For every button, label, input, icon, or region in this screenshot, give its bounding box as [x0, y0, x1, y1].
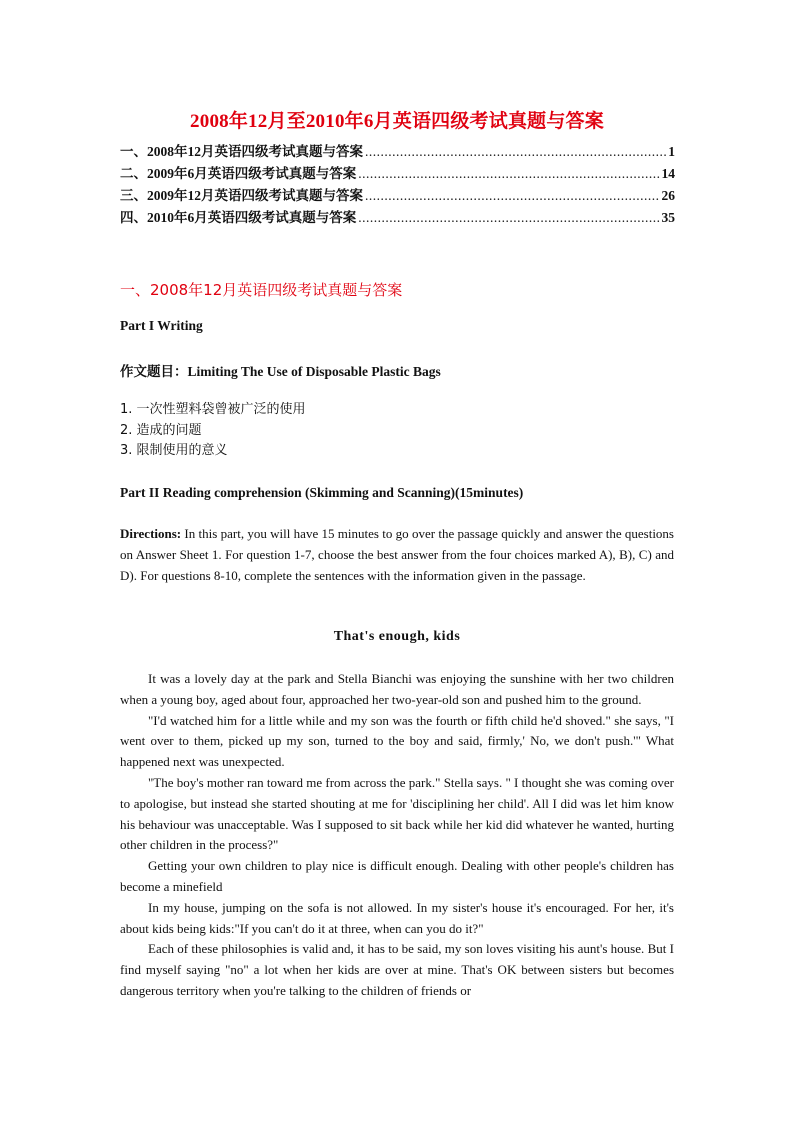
passage-title: That's enough, kids: [333, 629, 461, 644]
passage-paragraph: In my house, jumping on the sofa is not allowed. In my sister's house it's encouraged. For her, it's about kids being kids:"If you can't do it at three, when can you do it?": [120, 899, 674, 936]
directions-label: Directions:: [120, 526, 182, 541]
toc-entry-label: 三、2009年12月英语四级考试真题与答案: [120, 188, 363, 203]
part-two-heading: Part II Reading comprehension (Skimming and Scanning)(15minutes): [120, 485, 524, 500]
toc-entry-page: 14: [661, 166, 675, 181]
table-of-contents: [120, 140, 675, 228]
essay-point: 1. 一次性塑料袋曾被广泛的使用: [120, 402, 306, 417]
toc-entry-label: 二、2009年6月英语四级考试真题与答案: [120, 166, 357, 181]
essay-title: [120, 360, 441, 380]
passage-paragraph: It was a lovely day at the park and Stella Bianchi was enjoying the sunshine with her two children when a young boy, aged about four, approached her two-year-old son and pushed him to the ground.: [120, 671, 674, 707]
passage-paragraph: "The boy's mother ran toward me from across the park." Stella says. " I thought she was coming over to apologise, but instead she started shouting at me for 'disciplining her child'. All I did was let him know his behaviour was unacceptable. Was I supposed to sit back while her kid did whatever he wanted, hurting other children in the process?": [120, 774, 674, 853]
toc-entry-page: 35: [661, 210, 675, 225]
toc-entry-page: 26: [661, 188, 675, 203]
part-one-heading: Part I Writing: [120, 318, 203, 333]
document-title: 2008年12月至2010年6月英语四级考试真题与答案: [190, 111, 604, 132]
essay-title-label: 作文题目：: [120, 364, 188, 379]
directions-text: In this part, you will have 15 minutes to go over the passage quickly and answer the questions on Answer Sheet 1. For question 1-7, choose the best answer from the four choices marked A), B), C) and D). For questions 8-10, complete the sentences with the information given in the passage.: [120, 526, 674, 583]
toc-entry[interactable]: [120, 206, 675, 228]
toc-entry[interactable]: [120, 184, 675, 206]
passage-body: [120, 669, 674, 1002]
essay-title-text: Limiting The Use of Disposable Plastic Bags: [187, 364, 441, 379]
directions-paragraph: [120, 523, 674, 586]
toc-entry[interactable]: [120, 162, 675, 184]
toc-entry-page: 1: [668, 144, 675, 159]
toc-entry[interactable]: [120, 140, 675, 162]
passage-paragraph: "I'd watched him for a little while and my son was the fourth or fifth child he'd shoved." she says, "I went over to them, picked up my son, turned to the boy and said, firmly,' No, we don't push.'" What happened next was unexpected.: [120, 712, 674, 770]
toc-leader-dots: [365, 144, 666, 160]
toc-entry-label: 四、2010年6月英语四级考试真题与答案: [120, 210, 357, 225]
essay-outline: [120, 400, 306, 462]
essay-point: 2. 造成的问题: [120, 422, 202, 438]
section-heading: 一、2008年12月英语四级考试真题与答案: [120, 281, 403, 299]
toc-leader-dots: [358, 166, 659, 182]
toc-entry-label: 一、2008年12月英语四级考试真题与答案: [120, 144, 363, 159]
passage-paragraph: Getting your own children to play nice is difficult enough. Dealing with other people's children has become a minefield: [120, 858, 674, 894]
toc-leader-dots: [365, 188, 660, 204]
toc-leader-dots: [358, 210, 659, 226]
essay-point: 3. 限制使用的意义: [120, 443, 228, 458]
passage-paragraph: Each of these philosophies is valid and, it has to be said, my son loves visiting his aunt's house. But I find myself saying "no" a lot when her kids are over at mine. That's OK between sisters but becomes dangerous territory when you're talking to the children of friends or: [120, 941, 674, 998]
